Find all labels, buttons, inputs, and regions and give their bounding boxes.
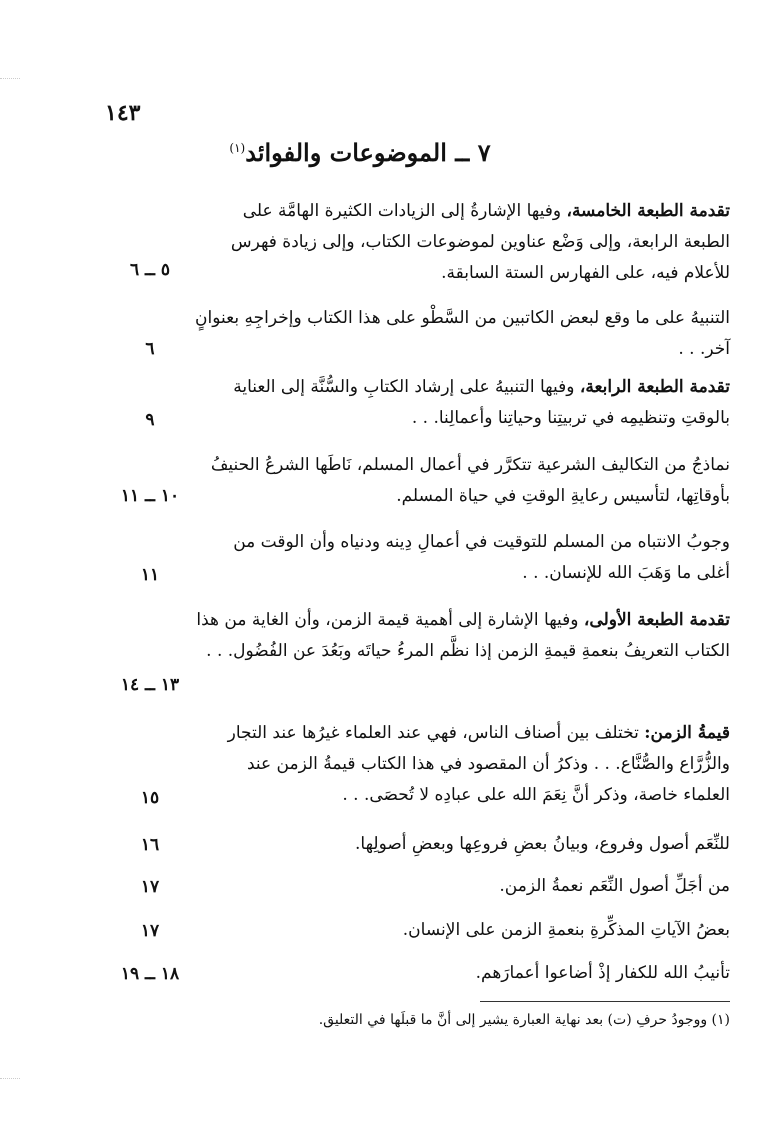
entry-text [195, 450, 730, 512]
entry-text [195, 871, 730, 902]
entry-page-ref: ٦ [145, 339, 155, 359]
entry-page-ref: ١١ [140, 565, 160, 585]
entry-heading: تقدمة الطبعة الرابعة، [579, 377, 730, 397]
entry-body: بعضُ الآياتِ المذكِّرةِ بنعمةِ الزمن على الإنسان. [402, 920, 730, 940]
entry-text [195, 196, 730, 289]
entry-text [195, 527, 730, 589]
footnote: (١) ووجودُ حرفِ (ت) بعد نهاية العبارة يشير إلى أنَّ ما قبلَها في التعليق. [318, 1012, 730, 1028]
entry-body: نماذجُ من التكاليف الشرعية تتكرَّر في أعمال المسلم، نَاطَها الشرعُ الحنيفُ بأوقاتِها، لتأسيس رعايةِ الوقتِ في حياة المسلم. [210, 455, 730, 506]
entry-page-ref: ١٨ ــ ١٩ [120, 964, 180, 984]
entry-body: تختلف بين أصناف الناس، فهي عند العلماء غيرُها عند التجار والزُّرَّاع والصُّنَّاع. . . وذكرُ أن المقصود في هذا الكتاب قيمةُ الزمن عند العلماء خاصة، وذكر أنَّ نِعَمَ الله على عبادِه لا تُحصَى. . . [227, 723, 730, 805]
margin-mark [0, 78, 20, 79]
page-number: ١٤٣ [105, 100, 141, 126]
entry-text [195, 303, 730, 365]
entry-heading: تقدمة الطبعة الخامسة، [566, 201, 730, 221]
footnote-divider [480, 1001, 730, 1002]
entry-text [195, 829, 730, 860]
entry-page-ref: ١٠ ــ ١١ [120, 486, 180, 506]
page-title [180, 138, 540, 167]
entry-page-ref: ٩ [145, 410, 155, 430]
entry-page-ref: ١٧ [140, 877, 160, 897]
entry-body: وفيها الإشارةُ إلى الزيادات الكثيرة الهامَّة على الطبعة الرابعة، وإلى وَضْع عناوين لموضوعات الكتاب، وإلى زيادة فهرس للأعلام فيه، على الفهارس الستة السابقة. [230, 201, 730, 283]
entry-body: وفيها الإشارة إلى أهمية قيمة الزمن، وأن الغاية من هذا الكتاب التعريفُ بنعمةِ قيمةِ الزمن إذا نظَّم المرءُ حياتَه وبَعُدَ عن الفُضُول. . . [196, 610, 730, 661]
entry-text [195, 718, 730, 811]
entry-page-ref: ١٦ [140, 835, 160, 855]
entry-body: وفيها التنبيهُ على إرشاد الكتابِ والسُّنَّة إلى العناية بالوقتِ وتنظيمِه في تربيتِنا وحياتِنا وأعمالِنا. . . [233, 377, 730, 428]
entry-text [195, 915, 730, 946]
entry-body: تأنيبُ الله للكفار إذْ أضاعوا أعمارَهم. [475, 963, 730, 983]
entry-page-ref: ١٣ ــ ١٤ [120, 675, 180, 695]
entry-page-ref: ١٧ [140, 921, 160, 941]
entry-body: للنِّعَم أصول وفروع، وبيانُ بعضِ فروعِها وبعضِ أصولِها. [354, 834, 730, 854]
margin-mark [0, 1078, 20, 1079]
entry-text [195, 958, 730, 989]
entry-text [195, 372, 730, 434]
entry-body: وجوبُ الانتباه من المسلم للتوقيت في أعمالِ دِينه ودنياه وأن الوقت من أغلى ما وَهَبَ الله للإنسان. . . [233, 532, 730, 583]
title-text: ٧ ــ الموضوعات والفوائد [245, 138, 491, 167]
title-footnote-ref: (١) [229, 141, 246, 155]
entry-page-ref: ١٥ [140, 788, 160, 808]
entry-body: التنبيهُ على ما وقع لبعض الكاتبين من السَّطْو على هذا الكتاب وإخراجِهِ بعنوانٍ آخر. . . [195, 308, 730, 359]
entry-heading: تقدمة الطبعة الأولى، [583, 610, 730, 630]
entry-text [195, 605, 730, 667]
entry-heading: قيمةُ الزمن: [644, 723, 730, 743]
entry-page-ref: ٥ ــ ٦ [129, 260, 171, 280]
entry-body: من أجَلِّ أصول النِّعَم نعمةُ الزمن. [499, 876, 730, 896]
